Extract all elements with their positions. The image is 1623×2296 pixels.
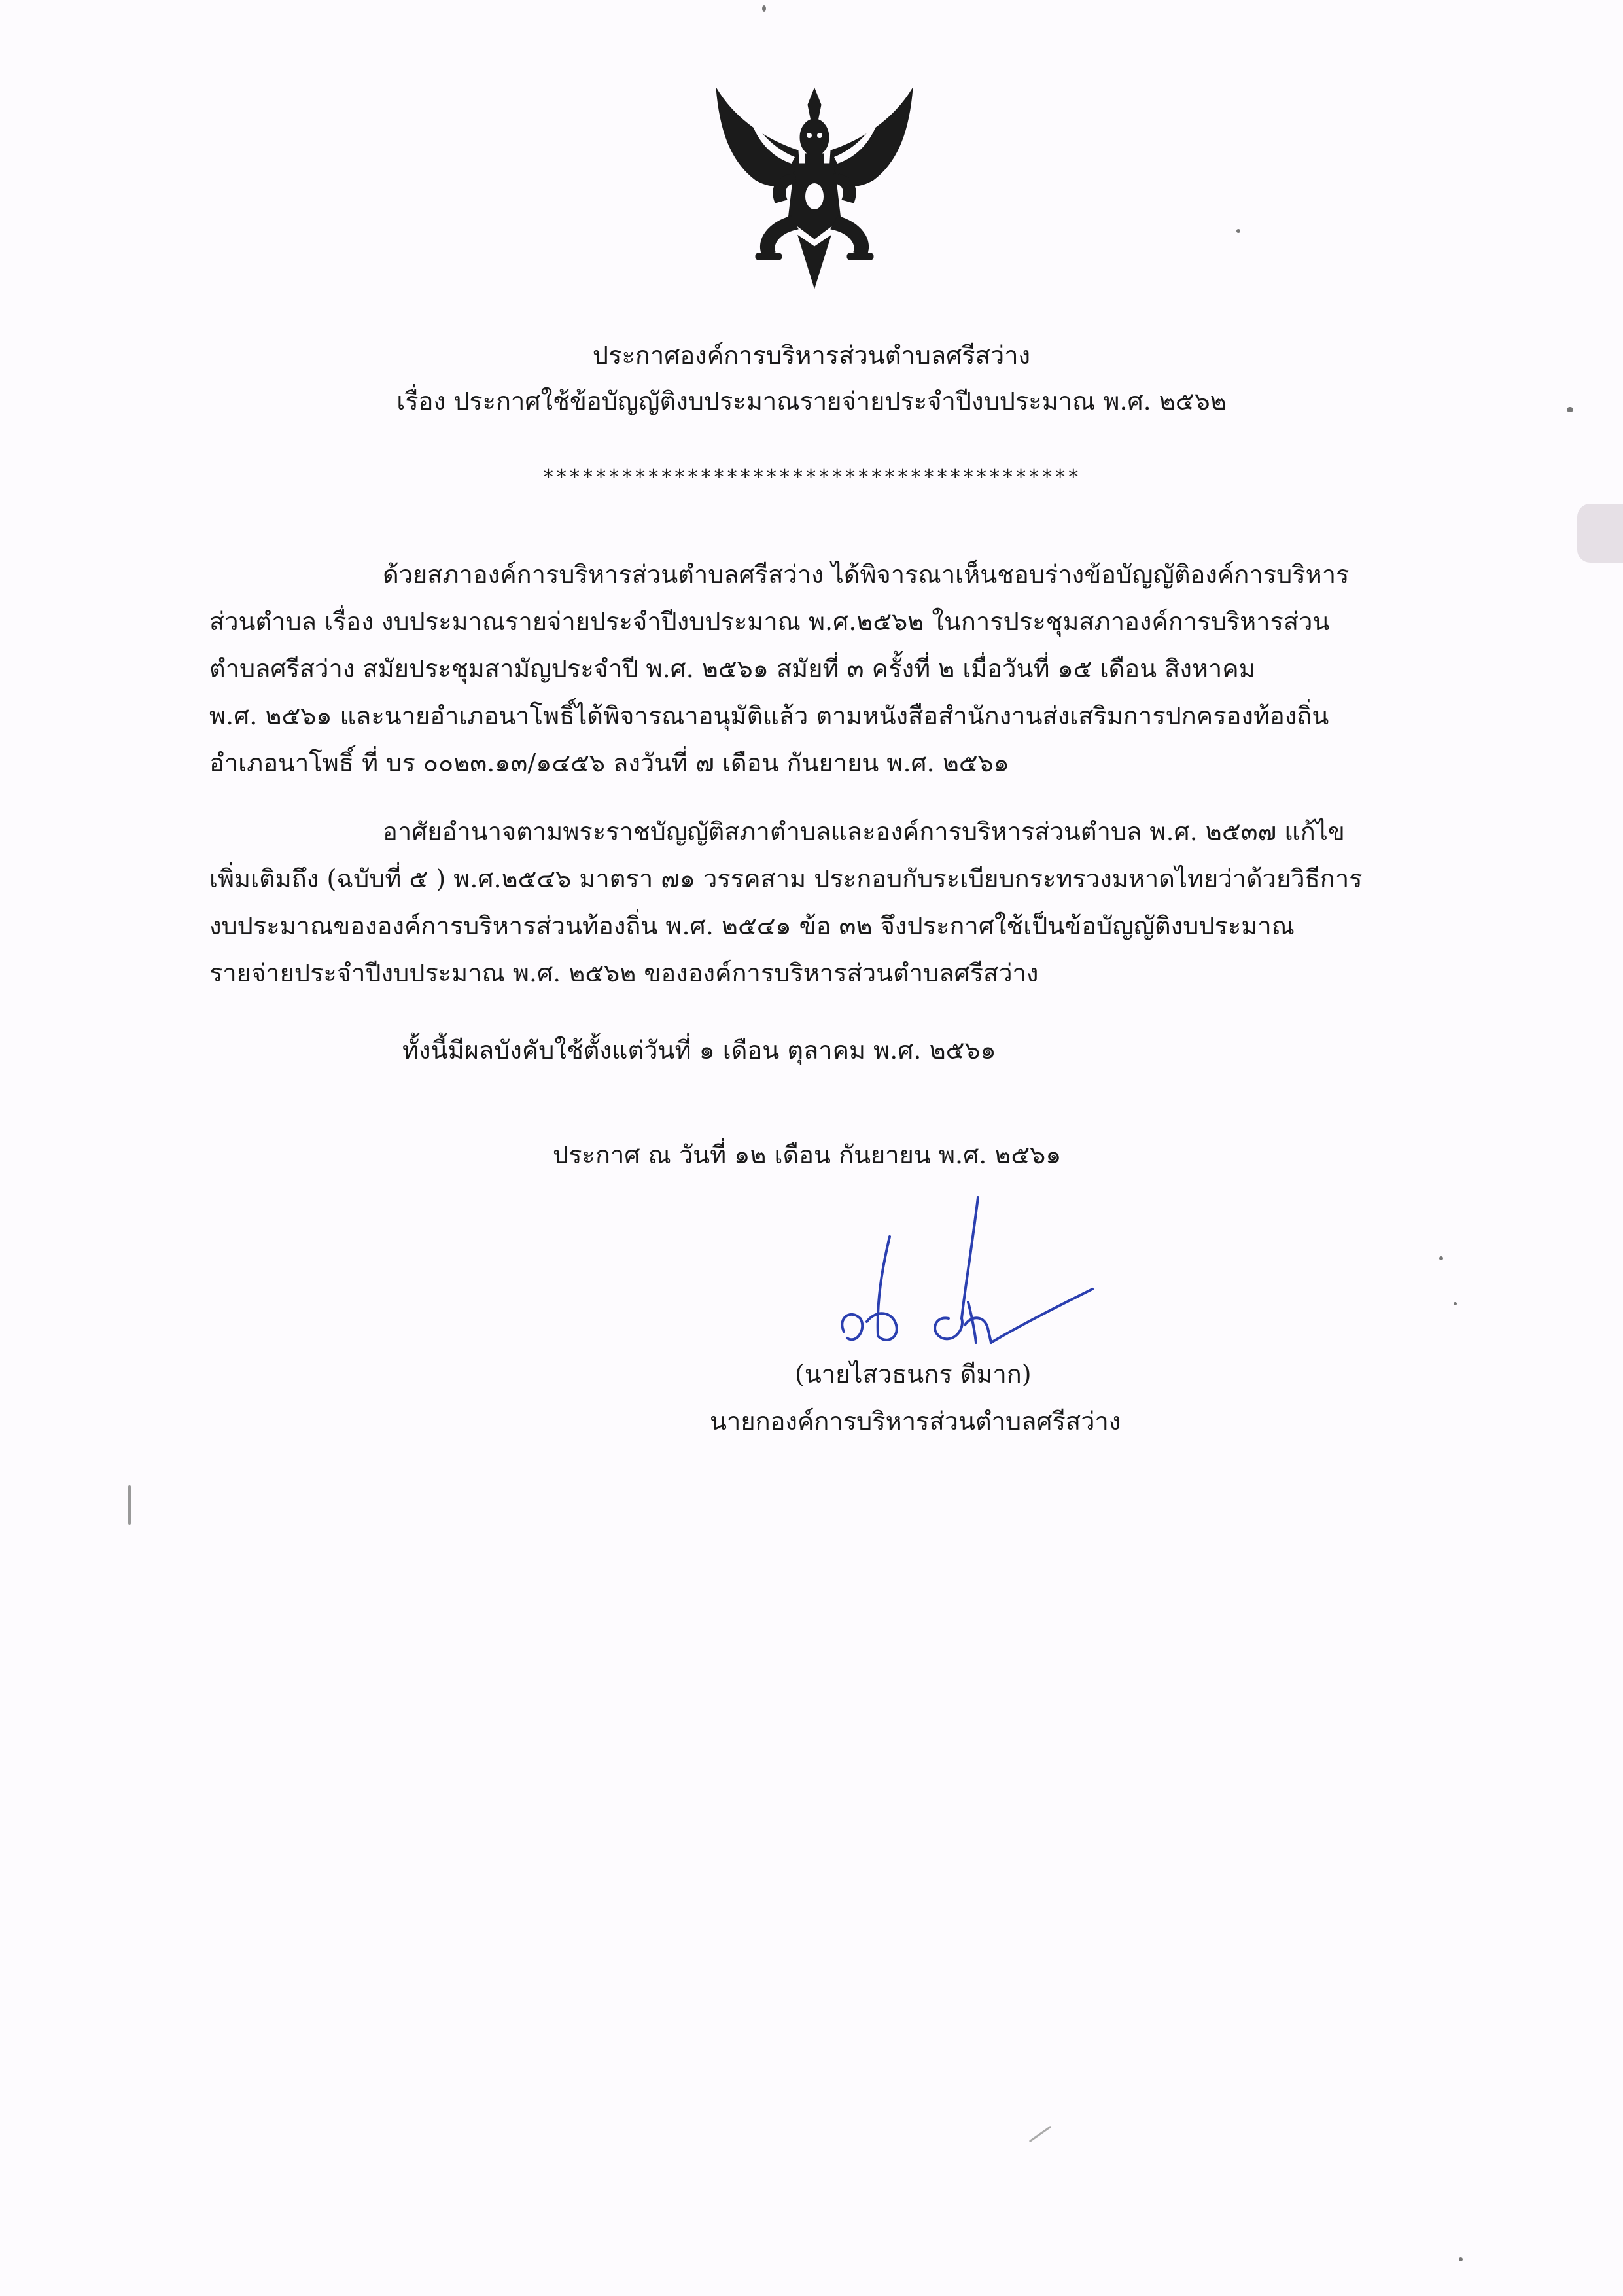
scan-speck [1454, 1302, 1457, 1305]
paragraph-1-line: ส่วนตำบล เรื่อง งบประมาณรายจ่ายประจำปีงบประมาณ พ.ศ.๒๕๖๒ ในการประชุมสภาองค์การบริหารส่วน [209, 607, 1330, 636]
announcement-title: ประกาศองค์การบริหารส่วนตำบลศรีสว่าง [592, 341, 1031, 370]
paragraph-1-line: อำเภอนาโพธิ์ ที่ บร ๐๐๒๓.๑๓/๑๔๕๖ ลงวันที่ ๗ เดือน กันยายน พ.ศ. ๒๕๖๑ [209, 749, 1009, 777]
announcement-date-line: ประกาศ ณ วันที่ ๑๒ เดือน กันยายน พ.ศ. ๒๕๖๑ [553, 1140, 1062, 1169]
scan-speck [128, 1485, 131, 1525]
scan-edge-mark [1577, 504, 1623, 563]
scan-speck [1459, 2257, 1463, 2261]
paragraph-2-line: เพิ่มเติมถึง (ฉบับที่ ๕ ) พ.ศ.๒๕๔๖ มาตรา ๗๑ วรรคสาม ประกอบกับระเบียบกระทรวงมหาดไทยว่าด้วยวิธีการ [209, 864, 1363, 893]
handwritten-signature [805, 1191, 1106, 1374]
effective-date-line: ทั้งนี้มีผลบังคับใช้ตั้งแต่วันที่ ๑ เดือน ตุลาคม พ.ศ. ๒๕๖๑ [402, 1036, 996, 1065]
signer-title: นายกองค์การบริหารส่วนตำบลศรีสว่าง [710, 1407, 1121, 1436]
scan-speck [762, 5, 766, 12]
paragraph-2-line: งบประมาณขององค์การบริหารส่วนท้องถิ่น พ.ศ. ๒๕๔๑ ข้อ ๓๒ จึงประกาศใช้เป็นข้อบัญญัติงบประมาณ [209, 911, 1295, 940]
paragraph-1-line: ตำบลศรีสว่าง สมัยประชุมสามัญประจำปี พ.ศ. ๒๕๖๑ สมัยที่ ๓ ครั้งที่ ๒ เมื่อวันที่ ๑๕ เดือน สิงหาคม [209, 654, 1255, 683]
announcement-subject: เรื่อง ประกาศใช้ข้อบัญญัติงบประมาณรายจ่ายประจำปีงบประมาณ พ.ศ. ๒๕๖๒ [396, 387, 1227, 415]
scan-speck [1567, 407, 1573, 412]
scan-speck [1029, 2126, 1051, 2142]
scan-speck [1236, 229, 1240, 233]
paragraph-2-line: อาศัยอำนาจตามพระราชบัญญัติสภาตำบลและองค์การบริหารส่วนตำบล พ.ศ. ๒๕๓๗ แก้ไข [383, 817, 1345, 846]
signer-name: (นายไสวธนกร ดีมาก) [795, 1360, 1032, 1388]
paragraph-1-line: พ.ศ. ๒๕๖๑ และนายอำเภอนาโพธิ์ได้พิจารณาอนุมัติแล้ว ตามหนังสือสำนักงานส่งเสริมการปกครองท้องถิ่น [209, 701, 1329, 730]
paragraph-2-line: รายจ่ายประจำปีงบประมาณ พ.ศ. ๒๕๖๒ ขององค์การบริหารส่วนตำบลศรีสว่าง [209, 959, 1039, 987]
scan-speck [1439, 1256, 1443, 1260]
separator-line: ***************************************** [542, 466, 1081, 489]
garuda-emblem-icon [710, 75, 919, 291]
paragraph-1-line: ด้วยสภาองค์การบริหารส่วนตำบลศรีสว่าง ได้พิจารณาเห็นชอบร่างข้อบัญญัติองค์การบริหาร [383, 560, 1350, 589]
